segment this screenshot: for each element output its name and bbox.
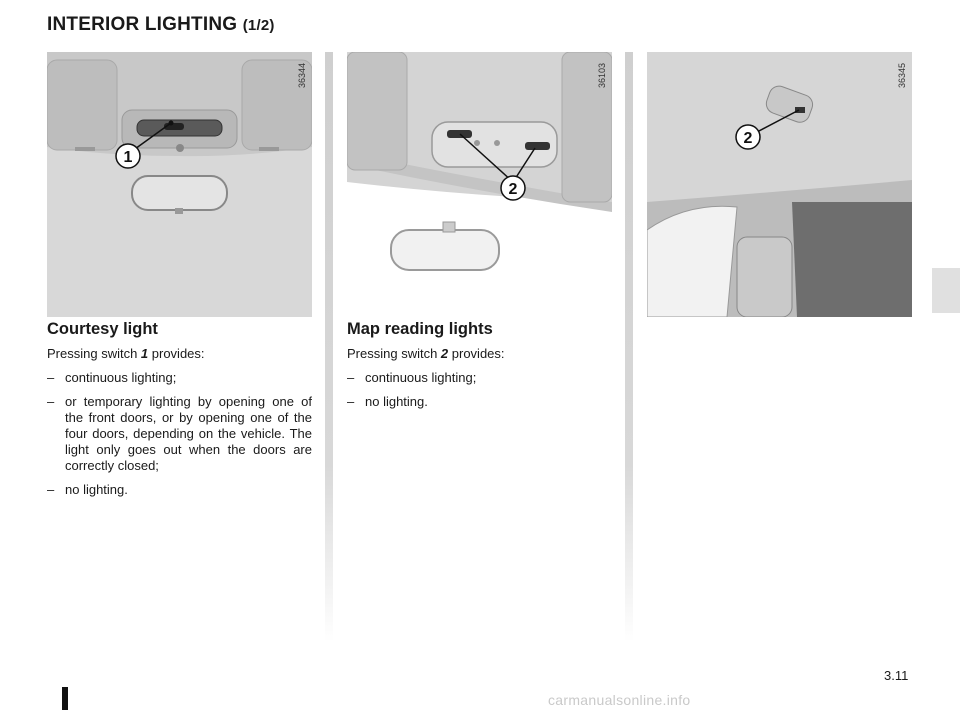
watermark: carmanualsonline.info: [548, 692, 691, 708]
list-item: [47, 370, 312, 386]
page-title: [47, 14, 275, 36]
courtesy-light-heading: Courtesy light: [47, 320, 158, 338]
switch-number: 2: [440, 346, 449, 361]
section-tab: [932, 268, 960, 313]
dash: –: [347, 394, 355, 409]
map-reading-list: [347, 370, 612, 410]
courtesy-light-list: [47, 370, 312, 498]
figure-rear-cabin-light: [647, 52, 912, 317]
map-reading-intro: [347, 346, 612, 362]
map-reading-section: [347, 318, 612, 410]
intro-pre: Pressing switch: [347, 346, 441, 361]
dash: –: [47, 370, 55, 385]
list-item: [47, 394, 312, 474]
column-divider-right: [625, 52, 633, 642]
figure-2-ref: 36103: [597, 62, 607, 88]
intro-post: provides:: [448, 346, 505, 361]
dash: –: [347, 370, 355, 385]
dash: –: [47, 482, 55, 497]
courtesy-light-intro: [47, 346, 312, 362]
figure-courtesy-light: [47, 52, 312, 317]
intro-pre: Pressing switch: [47, 346, 141, 361]
figure-3-ref: 36345: [897, 62, 907, 88]
list-item-text: no lighting.: [65, 482, 128, 497]
column-divider-left: [325, 52, 333, 642]
list-item: [47, 482, 312, 498]
page-number: 3.11: [884, 668, 909, 683]
switch-number: 1: [140, 346, 149, 361]
title-part: (1/2): [242, 17, 275, 34]
intro-post: provides:: [148, 346, 205, 361]
list-item: [347, 394, 612, 410]
list-item-text: continuous lighting;: [365, 370, 477, 385]
list-item-text: no lighting.: [365, 394, 428, 409]
dash: –: [47, 394, 55, 409]
figure-2-callout: 2: [508, 181, 518, 198]
figure-map-reading-lights: [347, 52, 612, 317]
title-text: INTERIOR LIGHTING: [47, 14, 238, 35]
list-item-text: or temporary lighting by opening one of the front doors, or by opening one of the four doors, depending on the vehicle. The light only goes out when the doors are correctly closed;: [65, 394, 312, 473]
figure-1-callout: 1: [123, 149, 133, 166]
list-item: [347, 370, 612, 386]
figure-3-callout: 2: [743, 130, 753, 147]
courtesy-light-section: [47, 318, 312, 498]
figure-1-ref: 36344: [297, 62, 307, 88]
list-item-text: continuous lighting;: [65, 370, 177, 385]
crop-mark: [62, 687, 68, 710]
map-reading-heading: Map reading lights: [347, 320, 493, 338]
